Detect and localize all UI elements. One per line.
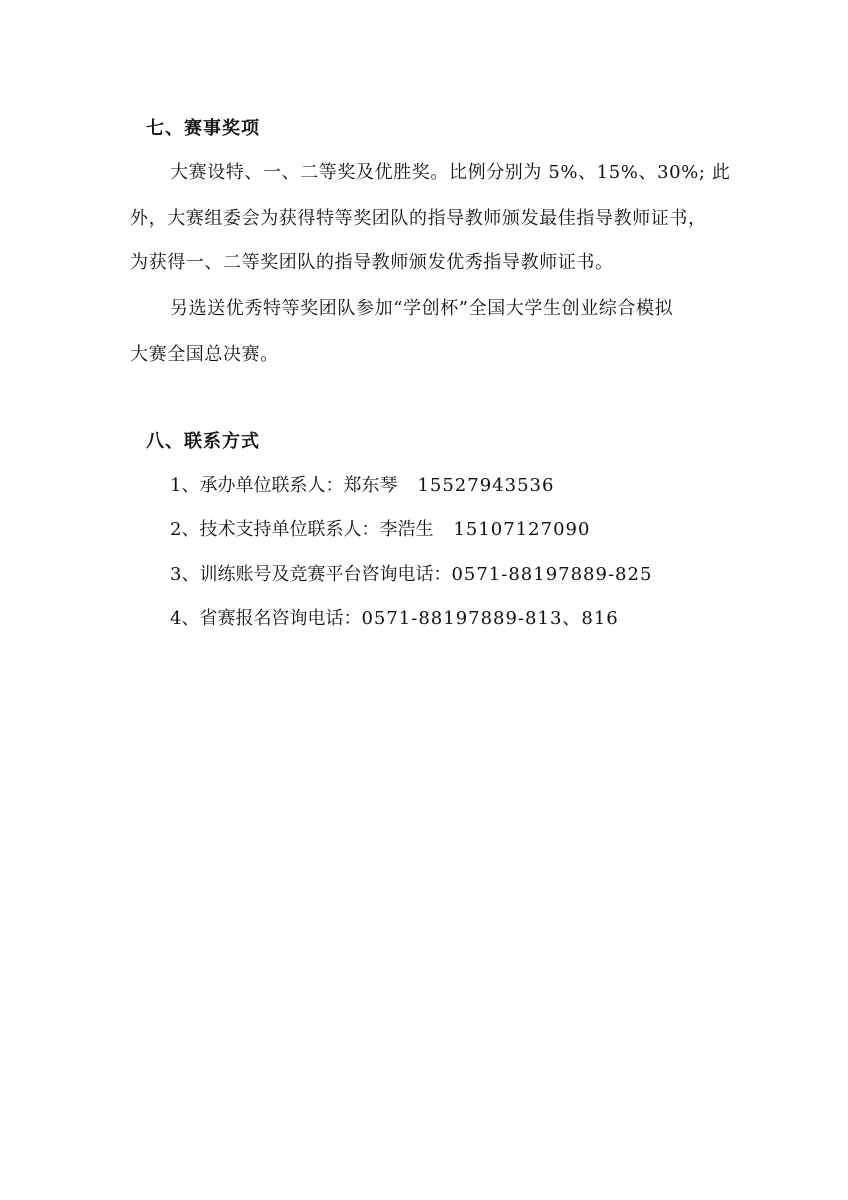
finals-paragraph-line-2: 大赛全国总决赛。 [130, 344, 279, 365]
contact-1-phone: 15527943536 [417, 475, 555, 496]
finals-paragraph-line-1: 另选送优秀特等奖团队参加“学创杯”全国大学生创业综合模拟 [170, 298, 674, 319]
contact-2-label: 2、技术支持单位联系人：李浩生 [170, 519, 434, 540]
section-7-heading: 七、赛事奖项 [146, 118, 260, 139]
contact-4-label: 4、省赛报名咨询电话： [170, 608, 362, 629]
contact-2-phone: 15107127090 [453, 519, 591, 540]
section-8-heading: 八、联系方式 [146, 431, 260, 452]
contact-line-4 [170, 604, 619, 630]
contact-line-2 [170, 515, 590, 541]
contact-3-label: 3、训练账号及竞赛平台咨询电话： [170, 564, 452, 585]
awards-paragraph-line-2: 外，大赛组委会为获得特等奖团队的指导教师颁发最佳指导教师证书， [130, 208, 707, 229]
contact-line-1 [170, 471, 554, 497]
contact-3-phone: 0571-88197889-825 [451, 564, 653, 585]
contact-line-3 [170, 560, 652, 586]
awards-paragraph-line-1: 大赛设特、一、二等奖及优胜奖。比例分别为 5%、15%、30%; 此 [170, 162, 731, 183]
contact-4-phone: 0571-88197889-813、816 [361, 608, 619, 629]
contact-1-label: 1、承办单位联系人：郑东琴 [170, 475, 398, 496]
awards-paragraph-line-3: 为获得一、二等奖团队的指导教师颁发优秀指导教师证书。 [130, 252, 614, 273]
